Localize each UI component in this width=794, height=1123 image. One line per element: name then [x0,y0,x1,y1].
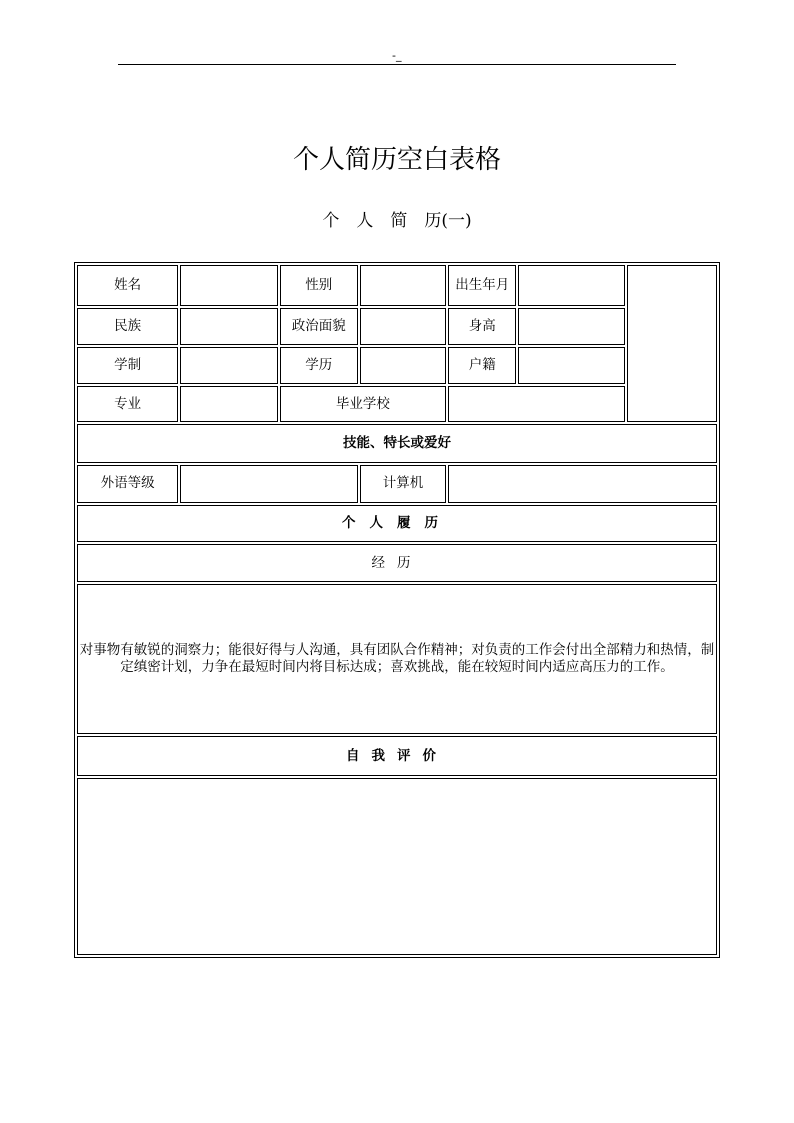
height-label: 身高 [448,308,516,346]
language-field[interactable] [180,465,358,503]
photo-box[interactable] [627,265,717,422]
birth-label: 出生年月 [448,265,516,306]
major-field[interactable] [180,386,277,423]
gender-label: 性别 [280,265,358,306]
name-field[interactable] [180,265,277,306]
political-field[interactable] [360,308,446,346]
self-eval-field[interactable] [77,778,717,955]
history-heading: 个人履历 [77,505,717,543]
school-label: 毕业学校 [280,386,447,423]
computer-field[interactable] [448,465,717,503]
major-label: 专业 [77,386,178,423]
political-label: 政治面貌 [280,308,358,346]
hukou-label: 户籍 [448,347,516,384]
experience-label: 经历 [77,544,717,582]
ethnicity-label: 民族 [77,308,178,346]
document-title: 个人简历空白表格 [292,145,501,175]
education-label: 学历 [280,347,358,384]
header-rule [118,64,676,65]
computer-label: 计算机 [360,465,446,503]
resume-form-table [74,262,720,958]
birth-field[interactable] [518,265,624,306]
hukou-field[interactable] [518,347,624,384]
skills-heading: 技能、特长或爱好 [77,424,717,463]
education-field[interactable] [360,347,446,384]
form-subtitle: 个 人 简 历(一) [322,211,472,231]
ethnicity-field[interactable] [180,308,277,346]
gender-field[interactable] [360,265,446,306]
schooling-field[interactable] [180,347,277,384]
schooling-label: 学制 [77,347,178,384]
name-label: 姓名 [77,265,178,306]
page-header-mark: -_ [392,49,402,62]
language-label: 外语等级 [77,465,178,503]
height-field[interactable] [518,308,624,346]
self-eval-heading: 自我评价 [77,736,717,776]
school-field[interactable] [448,386,625,423]
experience-text[interactable]: 对事物有敏锐的洞察力；能很好得与人沟通，具有团队合作精神；对负责的工作会付出全部精力和热情，制定缜密计划，力争在最短时间内将目标达成；喜欢挑战，能在较短时间内适应高压力的工作。 [77,584,717,734]
